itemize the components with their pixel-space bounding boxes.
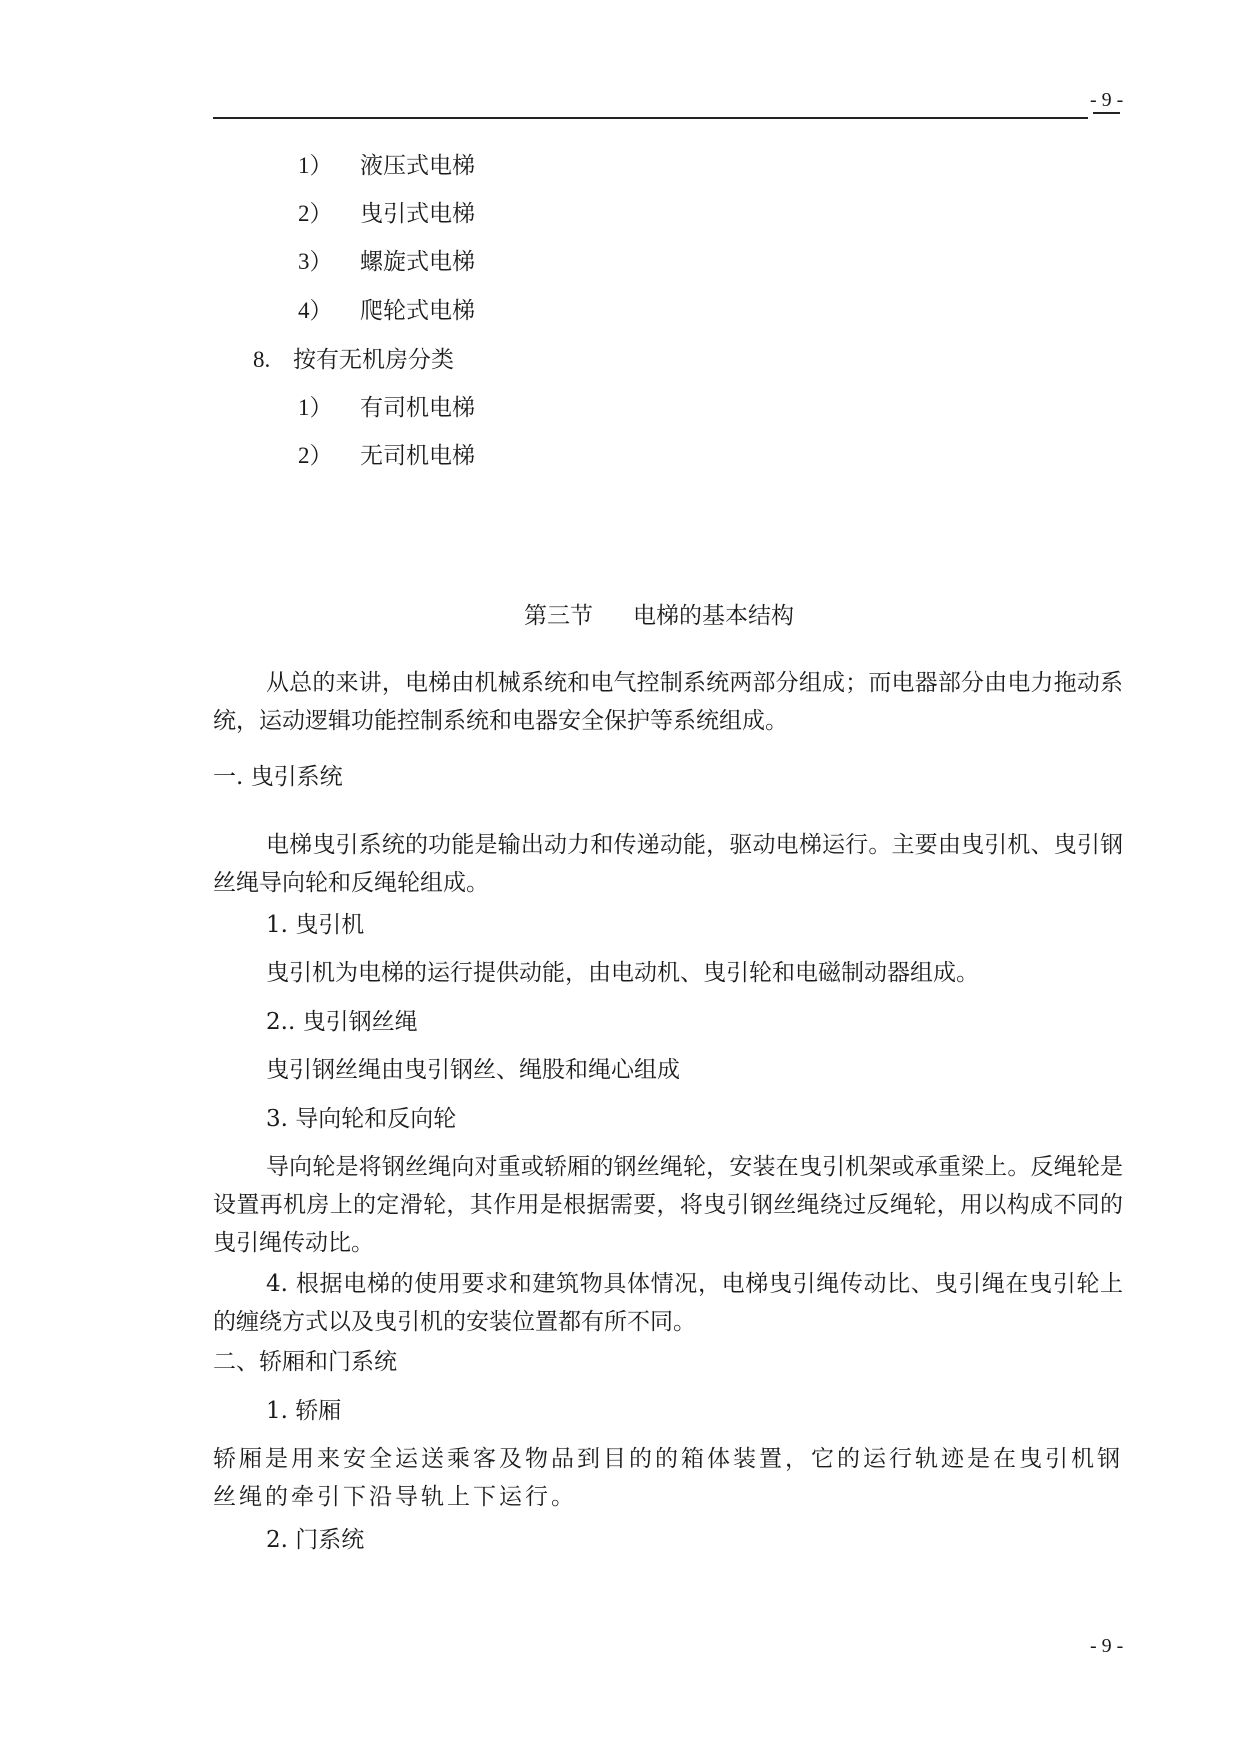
list-item-text: 有司机电梯 (360, 395, 475, 421)
sheaves-paragraph: 导向轮是将钢丝绳向对重或轿厢的钢丝绳轮，安装在曳引机架或承重梁上。反绳轮是设置再机房上的定滑轮，其作用是根据需要，将曳引钢丝绳绕过反绳轮，用以构成不同的曳引绳传动比。 (213, 1154, 1123, 1256)
sub-heading-car: 1. 轿厢 (266, 1398, 342, 1424)
list-item-text: 爬轮式电梯 (360, 298, 475, 324)
header-rule (213, 117, 1088, 119)
list-item-number: 3） (298, 249, 333, 274)
wire-rope-text: 曳引钢丝绳由曳引钢丝、绳股和绳心组成 (266, 1057, 680, 1083)
item-8-text: 按有无机房分类 (293, 347, 454, 373)
item-8-number: 8. (253, 347, 271, 372)
sub-heading-door-system: 2. 门系统 (266, 1527, 365, 1553)
list-item-number: 1） (298, 153, 333, 178)
list-item-number: 2） (298, 201, 333, 226)
list-item (298, 250, 475, 274)
list-item-text: 液压式电梯 (360, 153, 475, 179)
list-item (298, 444, 475, 468)
rope-ratio-paragraph: 4. 根据电梯的使用要求和建筑物具体情况，电梯曳引绳传动比、曳引绳在曳引轮上的缠绕方式以及曳引机的安装位置都有所不同。 (213, 1271, 1123, 1335)
car-paragraph: 轿厢是用来安全运送乘客及物品到目的的箱体装置，它的运行轨迹是在曳引机钢丝绳的牵引下沿导轨上下运行。 (213, 1446, 1123, 1510)
list-item (298, 154, 475, 178)
list-item-text: 螺旋式电梯 (360, 249, 475, 275)
heading-traction-system: 一. 曳引系统 (213, 764, 343, 790)
sub-heading-traction-machine: 1. 曳引机 (266, 912, 365, 938)
list-item-text: 无司机电梯 (360, 443, 475, 469)
intro-paragraph: 从总的来讲，电梯由机械系统和电气控制系统两部分组成；而电器部分由电力拖动系统，运动逻辑功能控制系统和电器安全保护等系统组成。 (213, 670, 1123, 734)
list-item (298, 299, 475, 323)
section-title-text: 电梯的基本结构 (633, 603, 794, 629)
header-rule-right (1093, 112, 1120, 114)
traction-paragraph: 电梯曳引系统的功能是输出动力和传递动能，驱动电梯运行。主要由曳引机、曳引钢丝绳导向轮和反绳轮组成。 (213, 832, 1123, 896)
header-page-number: - 9 - (1090, 89, 1124, 111)
item-8 (253, 348, 454, 372)
list-item (298, 202, 475, 226)
section-title-label: 第三节 (524, 603, 593, 629)
list-item-number: 1） (298, 395, 333, 420)
heading-car-door-system: 二、轿厢和门系统 (213, 1349, 397, 1375)
traction-machine-text: 曳引机为电梯的运行提供动能，由电动机、曳引轮和电磁制动器组成。 (266, 960, 979, 986)
sub-heading-wire-rope: 2.. 曳引钢丝绳 (266, 1009, 418, 1035)
list-item-number: 4） (298, 298, 333, 323)
section-title (524, 605, 794, 628)
list-item (298, 396, 475, 420)
footer-page-number: - 9 - (1090, 1635, 1124, 1657)
list-item-text: 曳引式电梯 (360, 201, 475, 227)
list-item-number: 2） (298, 443, 333, 468)
sub-heading-sheaves: 3. 导向轮和反向轮 (266, 1106, 457, 1132)
